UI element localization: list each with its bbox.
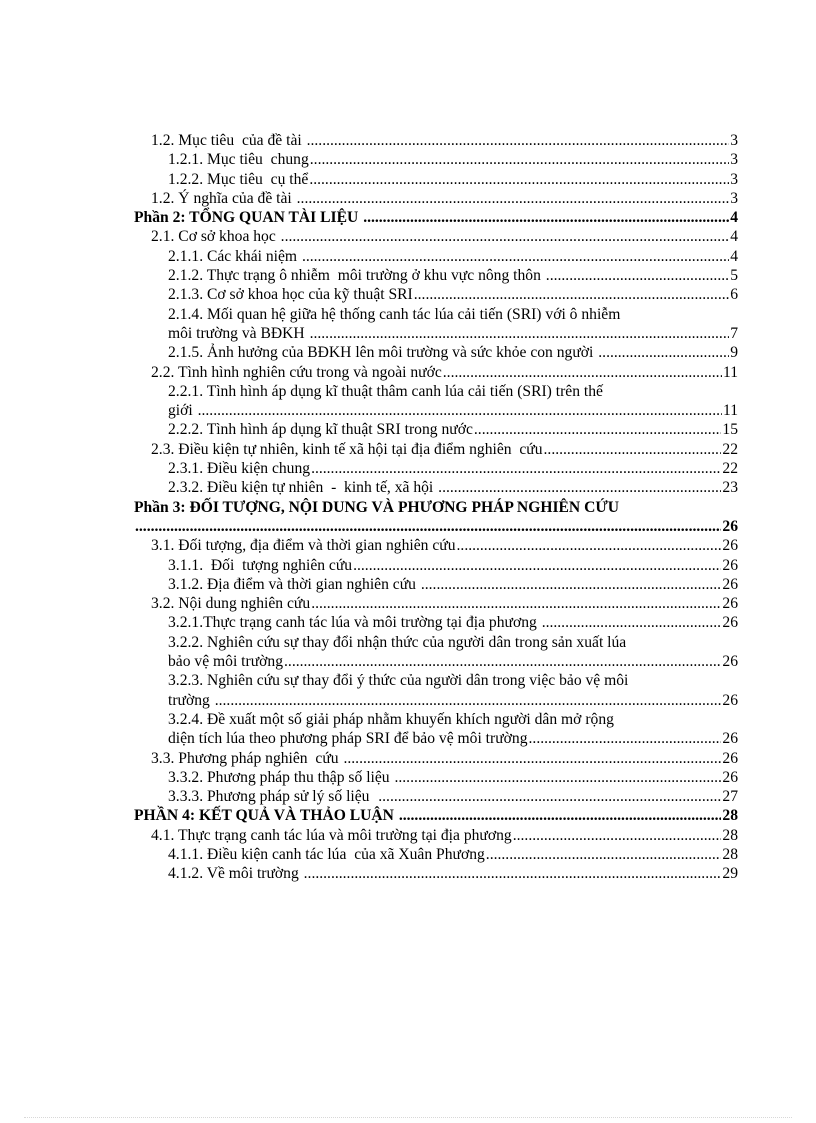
toc-entry[interactable] <box>134 845 738 864</box>
toc-entry[interactable] <box>134 208 738 227</box>
toc-entry-title: 3.1.2. Địa điểm và thời gian nghiên cứu <box>168 575 420 593</box>
toc-page-number: 11 <box>722 402 738 420</box>
toc-entry-title: 4.1.2. Về môi trường <box>168 865 303 883</box>
toc-entry[interactable] <box>134 131 738 150</box>
toc-entry-title: 1.2. Ý nghĩa của đề tài <box>151 189 296 207</box>
toc-entry-title: trường <box>168 691 214 709</box>
dot-leader <box>311 594 721 613</box>
toc-page-number: 7 <box>730 324 738 342</box>
toc-entry[interactable] <box>134 691 738 710</box>
dot-leader <box>343 749 721 768</box>
dot-leader <box>307 131 730 150</box>
toc-page-number: 3 <box>730 132 738 149</box>
toc-entry[interactable] <box>134 324 738 343</box>
toc-entry[interactable] <box>134 575 738 594</box>
toc-entry-title: 2.1.5. Ảnh hưởng của BĐKH lên môi trường và sức khỏe con người <box>168 344 598 362</box>
toc-entry[interactable] <box>134 478 738 497</box>
toc-page-number: 26 <box>722 691 738 709</box>
dot-leader <box>474 420 722 439</box>
toc-entry-title: 3.2. Nội dung nghiên cứu <box>151 595 311 613</box>
toc-entry-title: 4.1. Thực trạng canh tác lúa và môi trường tại địa phương <box>151 826 512 844</box>
toc-entry[interactable] <box>134 517 738 536</box>
dot-leader <box>546 266 729 285</box>
toc-page-number: 26 <box>722 595 738 613</box>
toc-page-number: 3 <box>730 151 738 169</box>
table-of-contents <box>134 131 738 884</box>
toc-entry-title: 2.3. Điều kiện tự nhiên, kinh tế xã hội tại địa điểm nghiên cứu <box>151 440 543 458</box>
toc-entry[interactable] <box>134 768 738 787</box>
toc-entry-title: giới <box>168 402 197 420</box>
toc-page-number: 5 <box>730 267 738 285</box>
dot-leader <box>353 556 721 575</box>
toc-entry[interactable] <box>134 170 738 189</box>
toc-page-number: 26 <box>722 768 738 786</box>
page-bottom-rule <box>24 1117 792 1118</box>
dot-leader <box>198 401 722 420</box>
toc-page-number: 26 <box>722 556 738 574</box>
toc-entry-title: 3.2.1.Thực trạng canh tác lúa và môi trường tại địa phương <box>168 614 541 632</box>
toc-entry-title: 2.2. Tình hình nghiên cứu trong và ngoài nước <box>151 363 442 381</box>
toc-entry-title: 3.1. Đối tượng, địa điểm và thời gian nghiên cứu <box>151 537 456 555</box>
toc-entry[interactable] <box>134 150 738 169</box>
toc-entry-title: 2.1. Cơ sở khoa học <box>151 228 280 246</box>
toc-entry[interactable] <box>134 864 738 883</box>
toc-entry-title: 2.3.1. Điều kiện chung <box>168 460 311 478</box>
toc-entry[interactable] <box>134 459 738 478</box>
toc-entry-title: Phần 2: TỔNG QUAN TÀI LIỆU <box>134 209 363 227</box>
dot-leader <box>529 729 722 748</box>
toc-page-number: 6 <box>730 286 738 304</box>
toc-page-number: 4 <box>730 247 738 265</box>
dot-leader <box>542 613 722 632</box>
toc-page-number: 26 <box>722 730 738 748</box>
dot-leader <box>394 768 721 787</box>
toc-entry-line: 3.2.3. Nghiên cứu sự thay đổi ý thức của người dân trong việc bảo vệ môi <box>168 672 629 690</box>
dot-leader <box>378 787 721 806</box>
toc-page-number: 23 <box>722 479 738 497</box>
toc-page-number: 22 <box>722 440 738 458</box>
dot-leader <box>544 440 722 459</box>
toc-page-number: 28 <box>722 807 738 825</box>
toc-entry[interactable] <box>134 363 738 382</box>
toc-entry[interactable] <box>134 594 738 613</box>
toc-entry[interactable] <box>134 806 738 825</box>
toc-page-number: 3 <box>730 170 738 188</box>
toc-entry[interactable] <box>134 440 738 459</box>
toc-entry-title: 1.2.1. Mục tiêu chung <box>168 151 309 169</box>
toc-page-number: 26 <box>722 653 738 671</box>
toc-page-number: 26 <box>722 749 738 767</box>
toc-page-number: 28 <box>722 845 738 863</box>
toc-page-number: 3 <box>730 189 738 207</box>
toc-entry-title: 1.2. Mục tiêu của đề tài <box>151 132 306 149</box>
toc-entry-line: 2.2.1. Tình hình áp dụng kĩ thuật thâm canh lúa cải tiến (SRI) trên thế <box>168 382 603 400</box>
toc-entry-line: Phần 3: ĐỐI TƯỢNG, NỘI DUNG VÀ PHƯƠNG PHÁP NGHIÊN CỨU <box>134 498 620 516</box>
toc-entry-title: môi trường và BĐKH <box>168 324 309 342</box>
dot-leader <box>414 285 729 304</box>
toc-entry[interactable] <box>134 285 738 304</box>
dot-leader <box>215 691 722 710</box>
toc-entry[interactable] <box>134 227 738 246</box>
toc-page-number: 26 <box>722 614 738 632</box>
toc-entry-title: 2.3.2. Điều kiện tự nhiên - kinh tế, xã hội <box>168 479 438 497</box>
toc-page-number: 15 <box>722 421 738 439</box>
toc-entry[interactable] <box>134 536 738 555</box>
toc-entry[interactable] <box>134 266 738 285</box>
dot-leader <box>135 517 721 536</box>
dot-leader <box>363 208 729 227</box>
dot-leader <box>513 826 722 845</box>
toc-entry[interactable] <box>134 787 738 806</box>
toc-page-number: 26 <box>722 517 738 535</box>
toc-entry-title: 3.3.3. Phương pháp sử lý số liệu <box>168 788 378 806</box>
toc-entry[interactable] <box>134 826 738 845</box>
toc-page-number: 9 <box>730 344 738 362</box>
toc-entry-title: 2.1.2. Thực trạng ô nhiễm môi trường ở khu vực nông thôn <box>168 267 545 285</box>
toc-page-number: 27 <box>722 788 738 806</box>
dot-leader <box>310 150 729 169</box>
toc-entry-line: 3.2.2. Nghiên cứu sự thay đổi nhận thức của người dân trong sản xuất lúa <box>168 633 627 651</box>
dot-leader <box>598 343 729 362</box>
dot-leader <box>443 363 722 382</box>
dot-leader <box>302 247 729 266</box>
toc-entry-title: diện tích lúa theo phương pháp SRI để bảo vệ môi trường <box>168 730 528 748</box>
toc-page-number: 26 <box>722 575 738 593</box>
toc-entry-title: 3.3.2. Phương pháp thu thập số liệu <box>168 768 394 786</box>
dot-leader <box>399 806 722 825</box>
dot-leader <box>438 478 721 497</box>
dot-leader <box>309 170 729 189</box>
toc-entry-title: 2.1.1. Các khái niệm <box>168 247 301 265</box>
dot-leader <box>284 652 721 671</box>
dot-leader <box>311 459 721 478</box>
toc-entry-title: 3.1.1. Đối tượng nghiên cứu <box>168 556 353 574</box>
dot-leader <box>304 864 722 883</box>
toc-entry[interactable] <box>134 401 738 420</box>
dot-leader <box>457 536 722 555</box>
dot-leader <box>281 227 730 246</box>
toc-entry[interactable] <box>134 613 738 632</box>
toc-entry[interactable] <box>134 189 738 208</box>
toc-entry-title: 1.2.2. Mục tiêu cụ thể <box>168 170 309 188</box>
dot-leader <box>486 845 722 864</box>
toc-page-number: 26 <box>722 537 738 555</box>
dot-leader <box>297 189 730 208</box>
toc-entry-title: 3.3. Phương pháp nghiên cứu <box>151 749 343 767</box>
toc-page-number: 22 <box>722 460 738 478</box>
toc-entry[interactable] <box>134 729 738 748</box>
toc-entry[interactable] <box>134 247 738 266</box>
toc-page-number: 28 <box>722 826 738 844</box>
toc-page-number: 11 <box>722 363 738 381</box>
toc-entry-title: 2.2.2. Tình hình áp dụng kĩ thuật SRI trong nước <box>168 421 473 439</box>
toc-entry-line: 3.2.4. Đề xuất một số giải pháp nhằm khuyến khích người dân mở rộng <box>168 710 614 728</box>
toc-entry-title: 2.1.3. Cơ sở khoa học của kỹ thuật SRI <box>168 286 413 304</box>
toc-page-number: 29 <box>722 865 738 883</box>
toc-entry-line: 2.1.4. Mối quan hệ giữa hệ thống canh tác lúa cải tiến (SRI) với ô nhiễm <box>168 305 621 323</box>
toc-entry-title: PHẦN 4: KẾT QUẢ VÀ THẢO LUẬN <box>134 807 398 825</box>
toc-page-number: 4 <box>730 209 738 227</box>
toc-entry-title: bảo vệ môi trường <box>168 653 284 671</box>
dot-leader <box>310 324 730 343</box>
toc-entry[interactable] <box>134 343 738 362</box>
toc-entry-title: 4.1.1. Điều kiện canh tác lúa của xã Xuân Phương <box>168 845 485 863</box>
toc-entry[interactable] <box>134 556 738 575</box>
toc-entry[interactable] <box>134 652 738 671</box>
toc-page-number: 4 <box>730 228 738 246</box>
dot-leader <box>421 575 722 594</box>
toc-entry[interactable] <box>134 420 738 439</box>
toc-entry[interactable] <box>134 749 738 768</box>
